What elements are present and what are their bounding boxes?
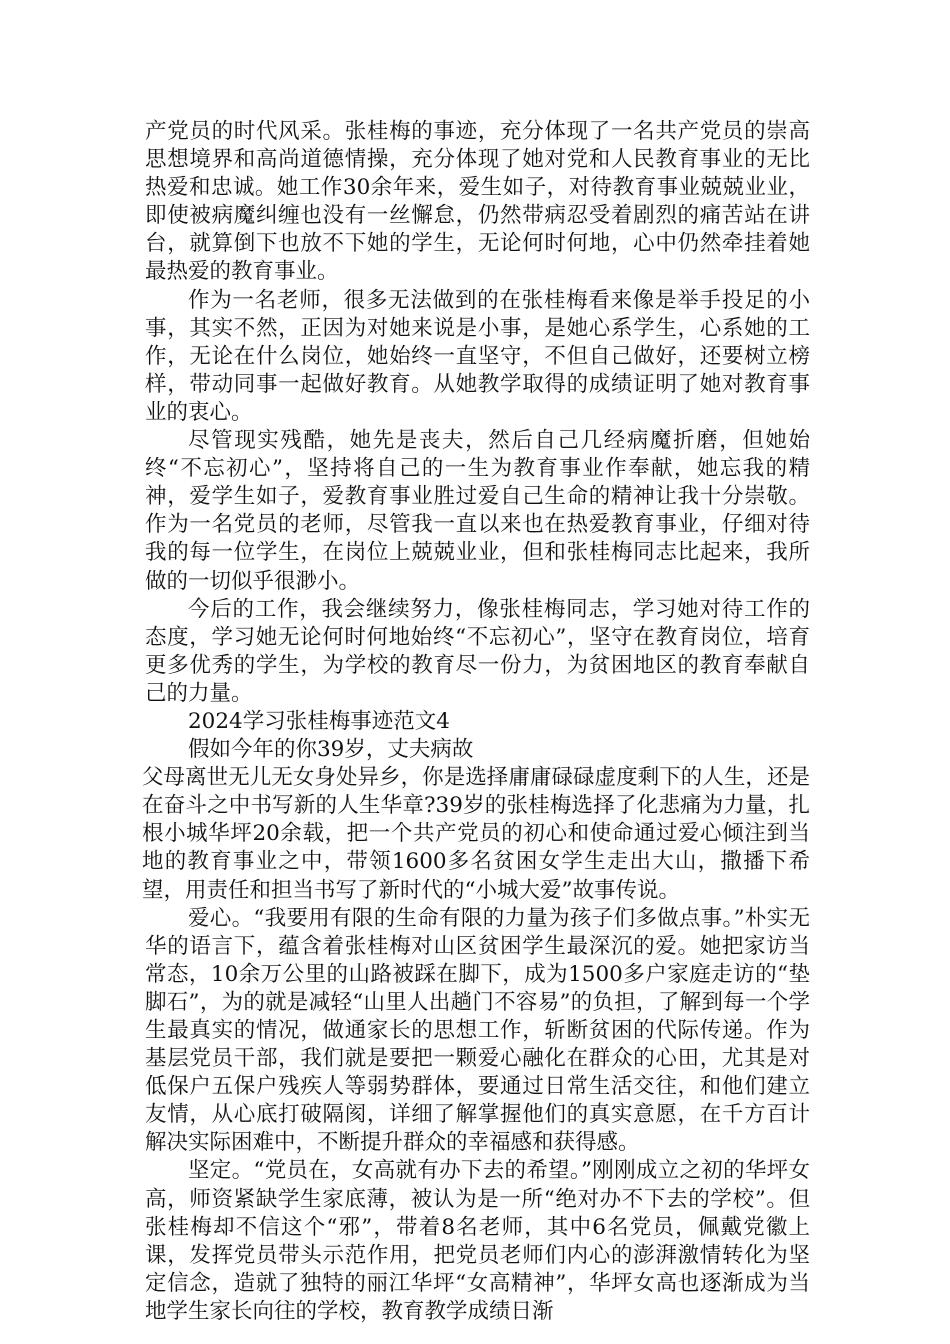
paragraph-teacher: 作为一名老师，很多无法做到的在张桂梅看来像是举手投足的小事，其实不然，正因为对她来说是小事，是她心系学生，心系她的工作，无论在什么岗位，她始终一直坚守，不但自己做好，还要树立榜样，带动同事一起做好教育。从她教学取得的成绩证明了她对教育事业的衷心。	[145, 287, 810, 425]
paragraph-choice: 父母离世无儿无女身处异乡，你是选择庸庸碌碌虚度剩下的人生，还是在奋斗之中书写新的人生华章?39岁的张桂梅选择了化悲痛为力量，扎根小城华坪20余载，把一个共产党员的初心和使命通过爱心倾注到当地的教育事业之中，带领1600多名贫困女学生走出大山，撒播下希望，用责任和担当书写了新时代的“小城大爱”故事传说。	[142, 765, 810, 903]
paragraph-love: 爱心。“我要用有限的生命有限的力量为孩子们多做点事。”朴实无华的语言下，蕴含着张桂梅对山区贫困学生最深沉的爱。她把家访当常态，10余万公里的山路被踩在脚下，成为1500多户家庭走访的“垫脚石”，为的就是减轻“山里人出趟门不容易”的负担，了解到每一个学生最真实的情况，做通家长的思想工作，斩断贫困的代际传递。作为基层党员干部，我们就是要把一颗爱心融化在群众的心田，尤其是对低保户五保户残疾人等弱势群体，要通过日常生活交往，和他们建立友情，从心底打破隔阂，详细了解掌握他们的真实意愿，在千方百计解决实际困难中，不断提升群众的幸福感和获得感。	[145, 905, 810, 1156]
lead-line: 假如今年的你39岁，丈夫病故	[188, 737, 474, 763]
document-page	[142, 118, 810, 1326]
paragraph-continued: 产党员的时代风采。张桂梅的事迹，充分体现了一名共产党员的崇高思想境界和高尚道德情操，充分体现了她对党和人民教育事业的无比热爱和忠诚。她工作30余年来，爱生如子，对待教育事业兢兢业业，即使被病魔纠缠也没有一丝懈怠，仍然带病忍受着剧烈的痛苦站在讲台，就算倒下也放不下她的学生，无论何时何地，心中仍然牵挂着她最热爱的教育事业。	[145, 119, 810, 285]
paragraph-future-work: 今后的工作，我会继续努力，像张桂梅同志，学习她对待工作的态度，学习她无论何时何地始终“不忘初心”，坚守在教育岗位，培育更多优秀的学生，为学校的教育尽一份力，为贫困地区的教育奉献自己的力量。	[145, 596, 810, 706]
section-title: 2024学习张桂梅事迹范文4	[188, 708, 450, 734]
paragraph-reality: 尽管现实残酷，她先是丧夫，然后自己几经病魔折磨，但她始终“不忘初心”，坚持将自己的一生为教育事业作奉献，她忘我的精神，爱学生如子，爱教育事业胜过爱自己生命的精神让我十分崇敬。作为一名党员的老师，尽管我一直以来也在热爱教育事业，仔细对待我的每一位学生，在岗位上兢兢业业，但和张桂梅同志比起来，我所做的一切似乎很渺小。	[145, 428, 810, 594]
paragraph-firm: 坚定。“党员在，女高就有办下去的希望。”刚刚成立之初的华坪女高，师资紧缺学生家底薄，被认为是一所“绝对办不下去的学校”。但张桂梅却不信这个“邪”，带着8名老师，其中6名党员，佩戴党徽上课，发挥党员带头示范作用，把党员老师们内心的澎湃激情转化为坚定信念，造就了独特的丽江华坪“女高精神”，华坪女高也逐渐成为当地学生家长向往的学校，教育教学成绩日渐	[145, 1158, 810, 1324]
